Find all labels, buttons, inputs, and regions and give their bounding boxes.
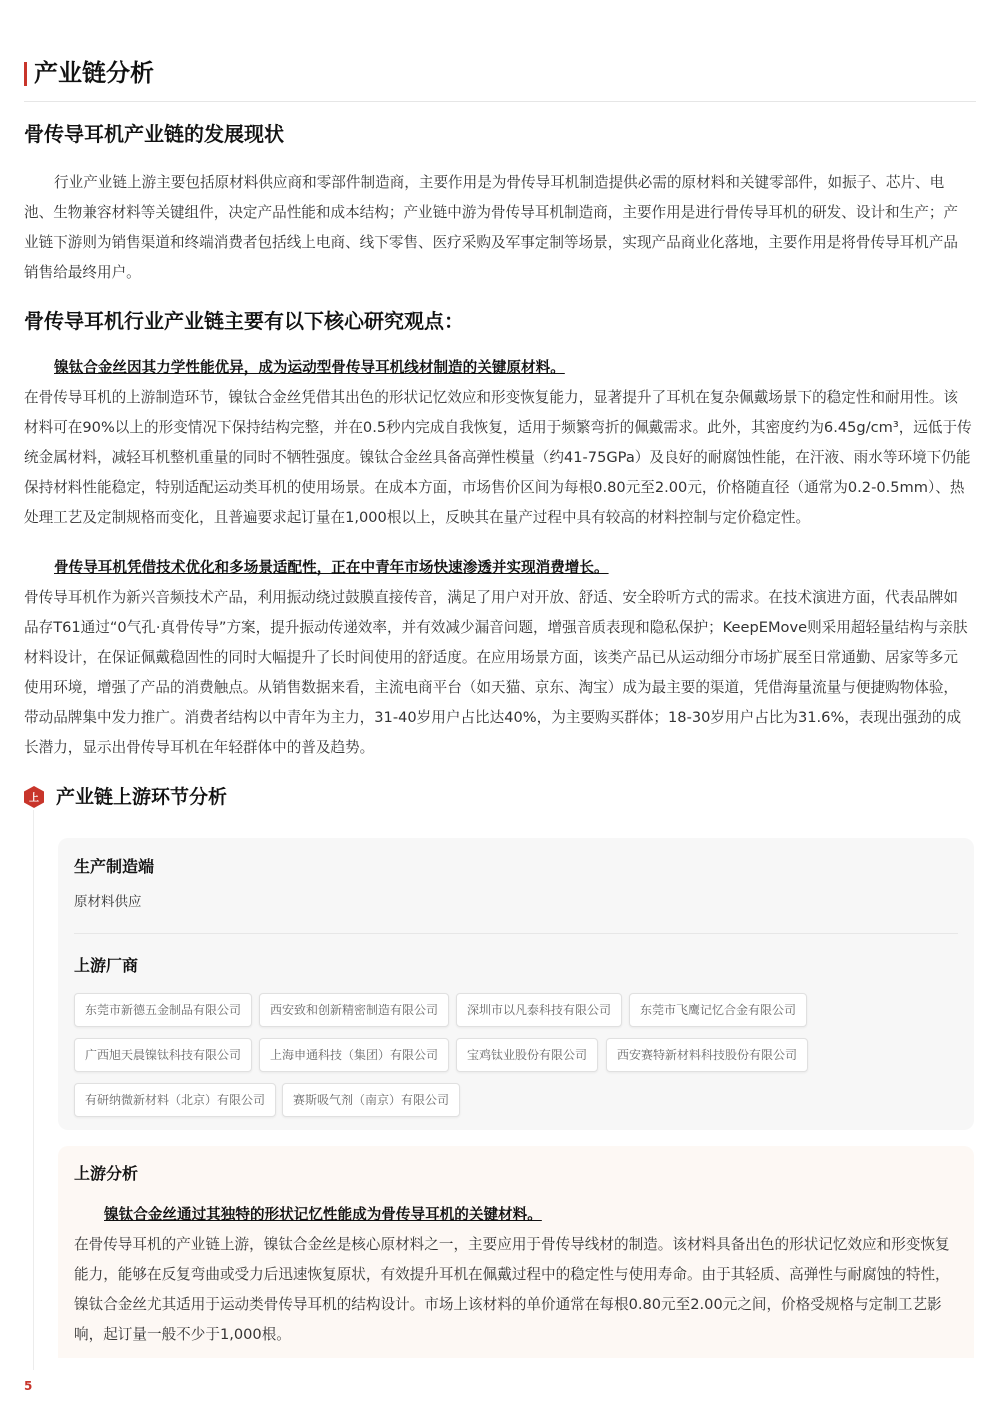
- upstream-analysis-card: [58, 1146, 974, 1358]
- point-title-2: 骨传导耳机凭借技术优化和多场景适配性，正在中青年市场快速渗透并实现消费增长。: [54, 559, 609, 576]
- page-title: 产业链分析: [34, 59, 154, 87]
- timeline-line: [33, 810, 34, 1370]
- vendor-chip[interactable]: 广西旭天晨镍钛科技有限公司: [74, 1038, 252, 1072]
- upstream-heading: 产业链上游环节分析: [56, 786, 228, 808]
- vendor-chip[interactable]: 上海申通科技（集团）有限公司: [259, 1038, 449, 1072]
- upstream-hexagon-icon: [24, 786, 44, 808]
- section-heading-views: 骨传导耳机行业产业链主要有以下核心研究观点：: [24, 309, 464, 333]
- production-value: 原材料供应: [74, 894, 142, 910]
- status-paragraph: 行业产业链上游主要包括原材料供应商和零部件制造商，主要作用是为骨传导耳机制造提供必需的原材料和关键零部件，如振子、芯片、电池、生物兼容材料等关键组件，决定产品性能和成本结构；产业链中游为骨传导耳机制造商，主要作用是进行骨传导耳机的研发、设计和生产；产业链下游则为销售渠道和终端消费者包括线上电商、线下零售、医疗采购及军事定制等场景，实现产品商业化落地，主要作用是将骨传导耳机产品销售给最终用户。: [24, 174, 959, 281]
- analysis-point-title: 镍钛合金丝通过其独特的形状记忆性能成为骨传导耳机的关键材料。: [104, 1206, 542, 1223]
- page-number: 5: [24, 1379, 33, 1393]
- point-body-2: 骨传导耳机作为新兴音频技术产品，利用振动绕过鼓膜直接传音，满足了用户对开放、舒适、安全聆听方式的需求。在技术演进方面，代表品牌如品存T61通过“0气孔·真骨传导”方案，提升振动传递效率，并有效减少漏音问题，增强音质表现和隐私保护；KeepEMove则采用超轻量结构与亲肤材料设计，在保证佩戴稳固性的同时大幅提升了长时间使用的舒适度。在应用场景方面，该类产品已从运动细分市场扩展至日常通勤、居家等多元使用环境，增强了产品的消费触点。从销售数据来看，主流电商平台（如天猫、京东、淘宝）成为最主要的渠道，凭借海量流量与便捷购物体验，带动品牌集中发力推广。消费者结构以中青年为主力，31-40岁用户占比达40%，为主要购买群体；18-30岁用户占比为31.6%，表现出强劲的成长潜力，显示出骨传导耳机在年轻群体中的普及趋势。: [24, 589, 968, 756]
- vendor-chip[interactable]: 东莞市飞鹰记忆合金有限公司: [629, 993, 807, 1027]
- point-body-1: 在骨传导耳机的上游制造环节，镍钛合金丝凭借其出色的形状记忆效应和形变恢复能力，显著提升了耳机在复杂佩戴场景下的稳定性和耐用性。该材料可在90%以上的形变情况下保持结构完整，并在0.5秒内完成自我恢复，适用于频繁弯折的佩戴需求。此外，其密度约为6.45g/cm³，远低于传统金属材料，减轻耳机整机重量的同时不牺牲强度。镍钛合金丝具备高弹性模量（约41-75GPa）及良好的耐腐蚀性能，在汗液、雨水等环境下仍能保持材料性能稳定，特别适配运动类耳机的使用场景。在成本方面，市场售价区间为每根0.80元至2.00元，价格随直径（通常为0.2-0.5mm）、热处理工艺及定制规格而变化，且普遍要求起订量在1,000根以上，反映其在量产过程中具有较高的材料控制与定价稳定性。: [24, 389, 972, 526]
- vendor-chip[interactable]: 赛斯吸气剂（南京）有限公司: [282, 1083, 460, 1117]
- analysis-heading: 上游分析: [74, 1164, 139, 1183]
- vendor-chip[interactable]: 西安致和创新精密制造有限公司: [259, 993, 449, 1027]
- page-title-header: [24, 56, 976, 102]
- vendor-chip[interactable]: 西安赛特新材料科技股份有限公司: [606, 1038, 808, 1072]
- vendor-chip[interactable]: 深圳市以凡泰科技有限公司: [456, 993, 622, 1027]
- vendors-heading: 上游厂商: [74, 956, 139, 975]
- analysis-body: 在骨传导耳机的产业链上游，镍钛合金丝是核心原材料之一，主要应用于骨传导线材的制造。该材料具备出色的形状记忆效应和形变恢复能力，能够在反复弯曲或受力后迅速恢复原状，有效提升耳机在佩戴过程中的稳定性与使用寿命。由于其轻质、高弹性与耐腐蚀的特性，镍钛合金丝尤其适用于运动类骨传导耳机的结构设计。市场上该材料的单价通常在每根0.80元至2.00元之间，价格受规格与定制工艺影响，起订量一般不少于1,000根。: [74, 1236, 950, 1343]
- upstream-card: [58, 838, 974, 1130]
- point-title-1: 镍钛合金丝因其力学性能优异，成为运动型骨传导耳机线材制造的关键原材料。: [54, 359, 565, 376]
- vendor-chip[interactable]: 宝鸡钛业股份有限公司: [456, 1038, 598, 1072]
- vendor-chip[interactable]: 有研纳微新材料（北京）有限公司: [74, 1083, 276, 1117]
- card-divider: [74, 933, 958, 934]
- vendor-chip[interactable]: 东莞市新德五金制品有限公司: [74, 993, 252, 1027]
- title-accent-bar: [24, 62, 27, 86]
- section-heading-status: 骨传导耳机产业链的发展现状: [24, 122, 284, 146]
- upstream-icon-label: 上: [29, 793, 39, 804]
- production-heading: 生产制造端: [74, 857, 155, 876]
